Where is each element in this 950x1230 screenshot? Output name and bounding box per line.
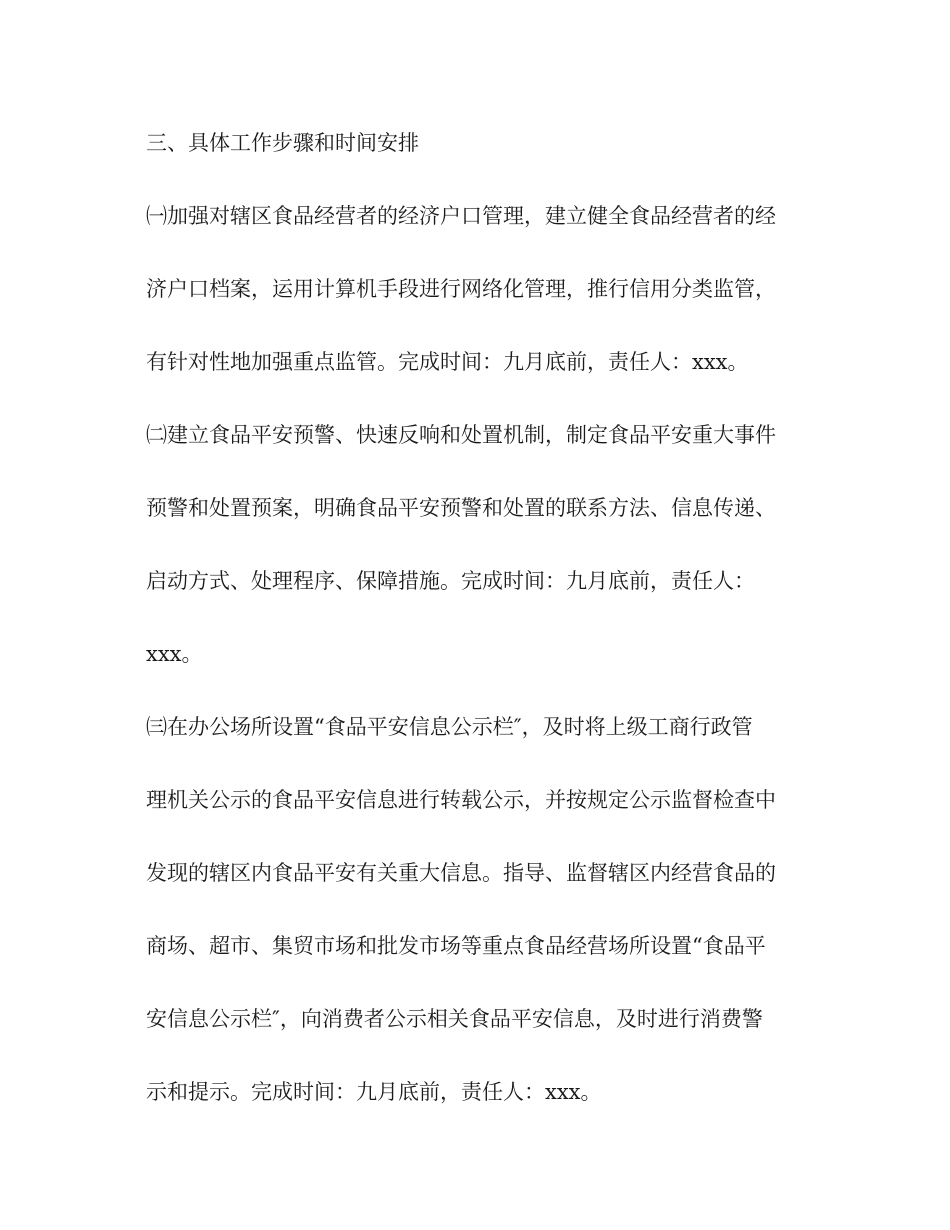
paragraph-3-line-5: 安信息公示栏″，向消费者公示相关食品平安信息，及时进行消费警 (146, 1007, 763, 1031)
paragraph-2-line-3: 启动方式、处理程序、保障措施。完成时间：九月底前，责任人： (146, 569, 755, 593)
paragraph-1-line-2: 济户口档案，运用计算机手段进行网络化管理，推行信用分类监管， (146, 277, 776, 301)
paragraph-3-line-3: 发现的辖区内食品平安有关重大信息。指导、监督辖区内经营食品的 (146, 861, 776, 885)
paragraph-3-line-4: 商场、超市、集贸市场和批发市场等重点食品经营场所设置“食品平 (146, 934, 766, 958)
paragraph-1-line-1: ㈠加强对辖区食品经营者的经济户口管理，建立健全食品经营者的经 (146, 204, 776, 228)
paragraph-3-line-6: 示和提示。完成时间：九月底前，责任人：xxx。 (146, 1080, 602, 1104)
paragraph-2-line-4: xxx。 (146, 642, 203, 666)
paragraph-3-line-1: ㈢在办公场所设置“食品平安信息公示栏″，及时将上级工商行政管 (146, 715, 753, 739)
section-heading: 三、具体工作步骤和时间安排 (146, 131, 419, 155)
paragraph-3-line-2: 理机关公示的食品平安信息进行转载公示，并按规定公示监督检查中 (146, 788, 776, 812)
paragraph-1-line-3: 有针对性地加强重点监管。完成时间：九月底前，责任人：xxx。 (146, 350, 749, 374)
paragraph-2-line-2: 预警和处置预案，明确食品平安预警和处置的联系方法、信息传递、 (146, 496, 776, 520)
paragraph-2-line-1: ㈡建立食品平安预警、快速反响和处置机制，制定食品平安重大事件 (146, 423, 776, 447)
